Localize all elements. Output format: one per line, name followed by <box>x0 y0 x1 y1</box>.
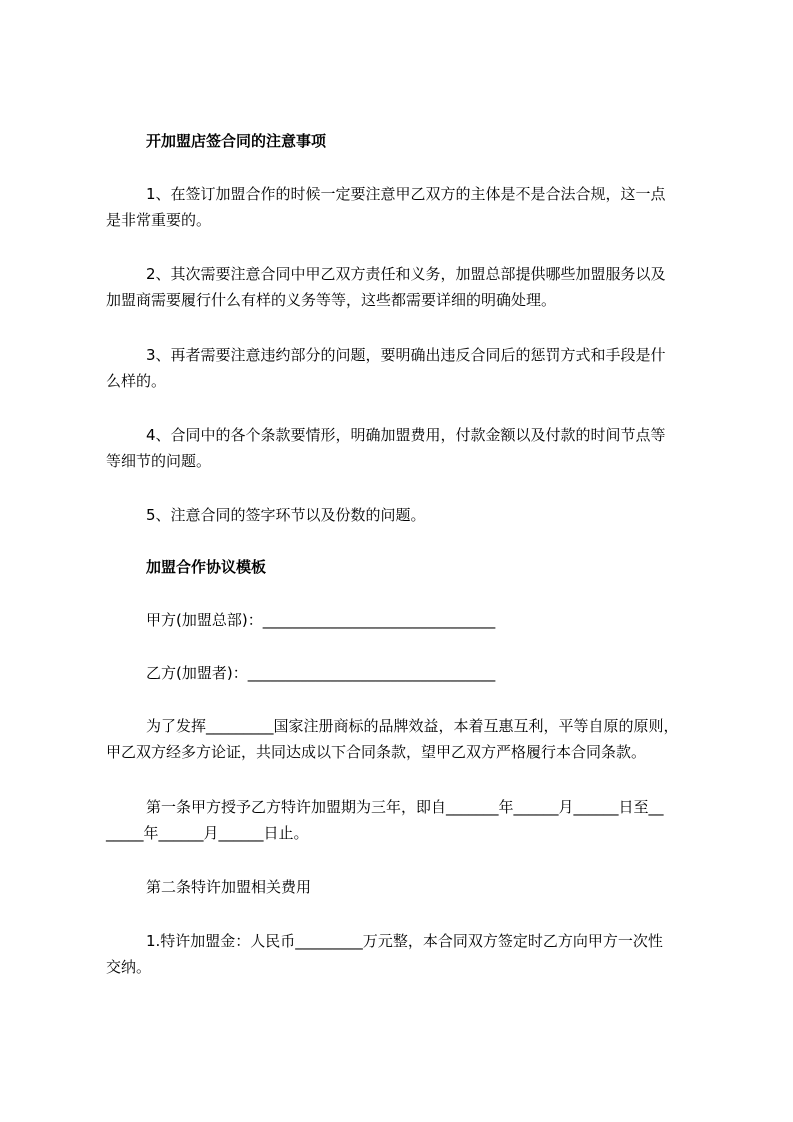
article-1-line-1: 第一条甲方授予乙方特许加盟期为三年，即自_______年______月______日至__ <box>146 798 664 816</box>
party-b-field: 乙方(加盟者)：_________________________________ <box>146 664 496 682</box>
note-5: 5、注意合同的签字环节以及份数的问题。 <box>146 506 426 524</box>
note-3-line-2: 么样的。 <box>106 372 167 390</box>
note-3-line-1: 3、再者需要注意违约部分的问题，要明确出违反合同后的惩罚方式和手段是什 <box>146 346 666 364</box>
preamble-line-1: 为了发挥_________国家注册商标的品牌效益，本着互惠互利，平等自原的原则， <box>146 717 679 735</box>
note-4-line-2: 等细节的问题。 <box>106 452 212 470</box>
heading-notes: 开加盟店签合同的注意事项 <box>146 132 327 150</box>
article-2-title: 第二条特许加盟相关费用 <box>146 878 312 896</box>
note-4-line-1: 4、合同中的各个条款要情形，明确加盟费用，付款金额以及付款的时间节点等 <box>146 426 666 444</box>
note-1-line-1: 1、在签订加盟合作的时候一定要注意甲乙双方的主体是不是合法合规，这一点 <box>146 185 666 203</box>
note-2-line-2: 加盟商需要履行什么有样的义务等等，这些都需要详细的明确处理。 <box>106 291 557 309</box>
fee-1-line-1: 1.特许加盟金：人民币_________万元整，本合同双方签定时乙方向甲方一次性 <box>146 932 663 950</box>
note-1-line-2: 是非常重要的。 <box>106 211 212 229</box>
preamble-line-2: 甲乙双方经多方论证，共同达成以下合同条款，望甲乙双方严格履行本合同条款。 <box>106 743 647 761</box>
party-a-field: 甲方(加盟总部)：_______________________________ <box>146 611 496 629</box>
note-2-line-1: 2、其次需要注意合同中甲乙双方责任和义务，加盟总部提供哪些加盟服务以及 <box>146 265 666 283</box>
fee-1-line-2: 交纳。 <box>106 958 152 976</box>
heading-template: 加盟合作协议模板 <box>146 558 267 576</box>
article-1-line-2: _____年______月______日止。 <box>106 824 309 842</box>
